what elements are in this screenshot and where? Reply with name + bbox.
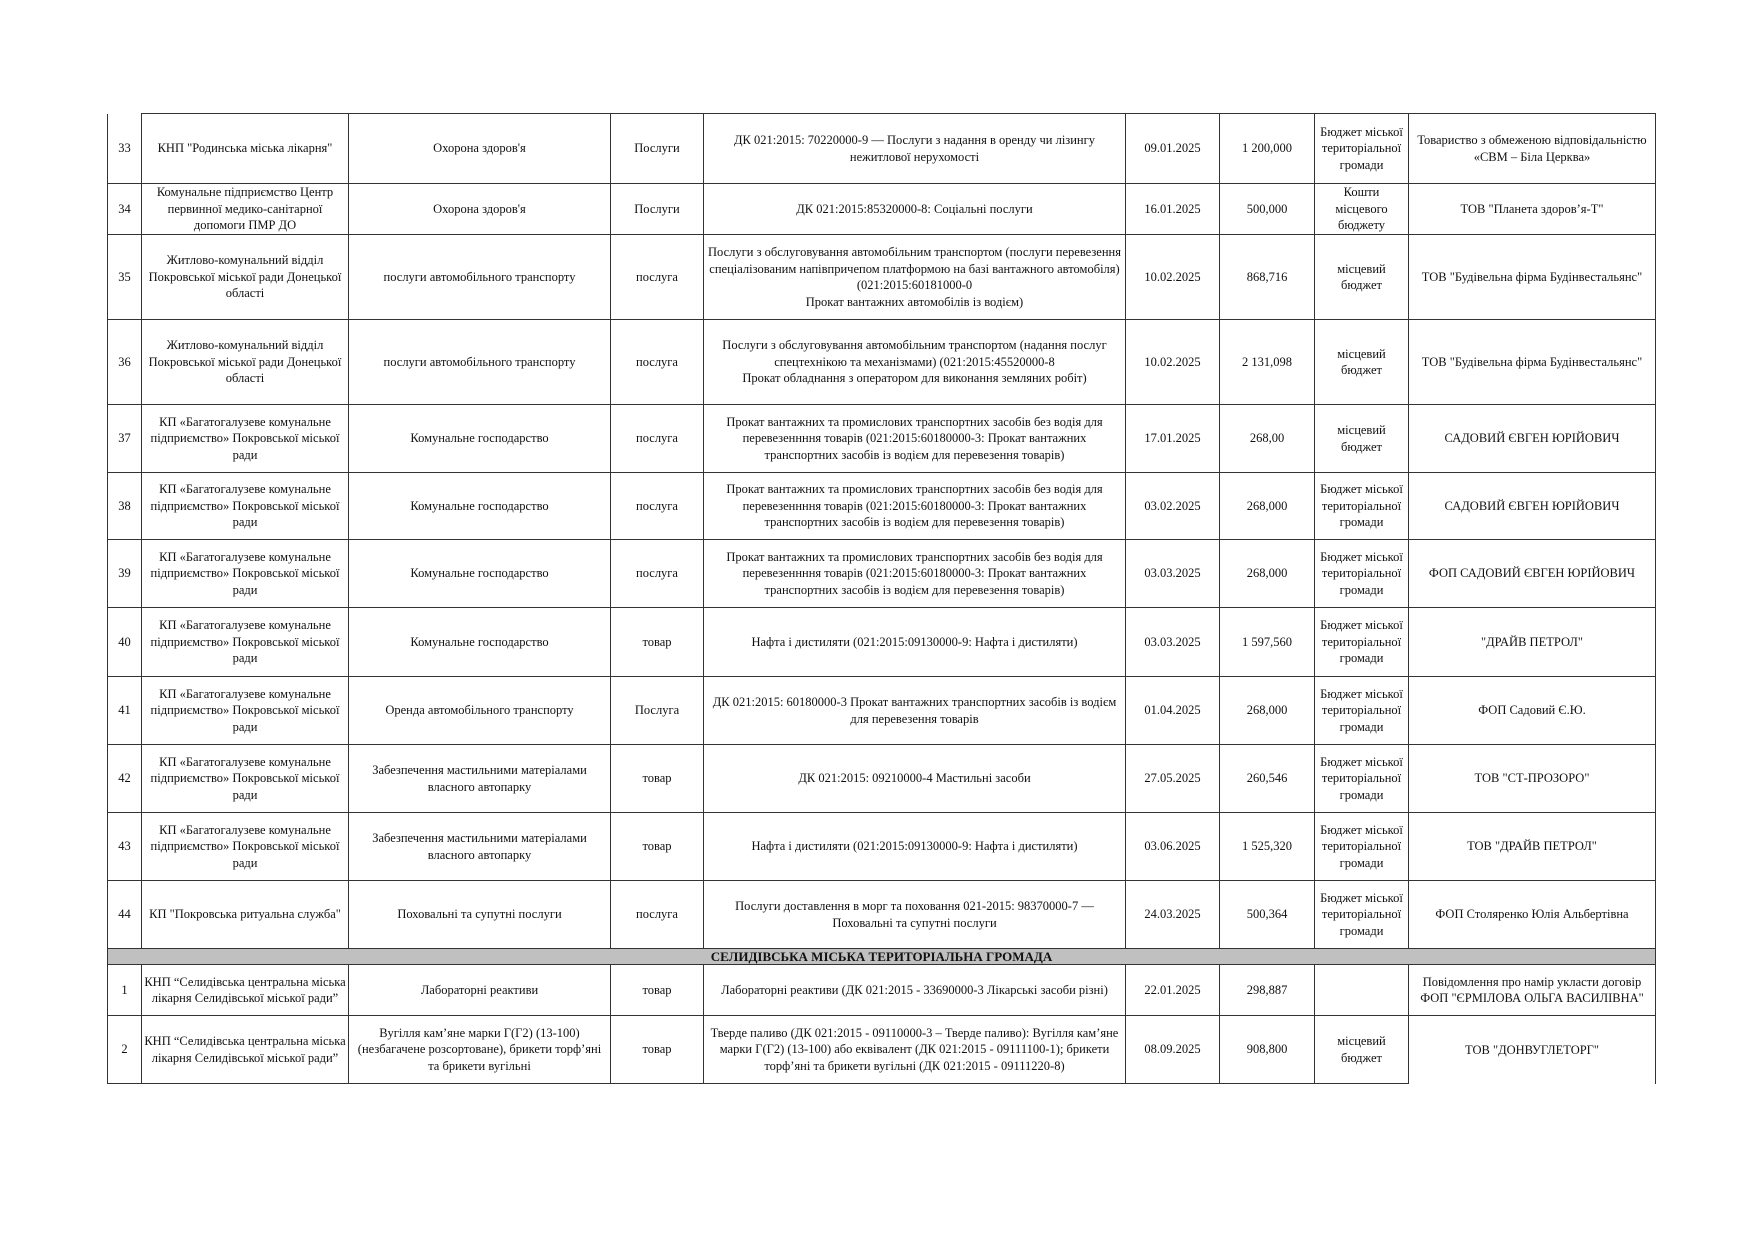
sector-cell	[349, 1016, 611, 1084]
date-cell	[1126, 235, 1220, 320]
subject-cell-text: Послуги з обслуговування автомобільним транспортом (надання послуг спецтехнікою та механізмами) (021:2015:45520000-8 Прокат обладнання з оператором для виконання земляних робіт)	[722, 338, 1107, 386]
date-cell	[1126, 813, 1220, 881]
amount-cell-text: 908,800	[1246, 1042, 1288, 1057]
table-row	[108, 184, 1656, 235]
funding-source-cell	[1315, 813, 1409, 881]
supplier-cell-text: ТОВ "Будівельна фірма Будінвестальянс"	[1421, 354, 1643, 369]
customer-cell	[142, 1016, 349, 1084]
sector-cell-text: Забезпечення мастильними матеріалами власного автопарку	[372, 831, 587, 862]
supplier-cell	[1409, 540, 1656, 608]
table-body	[108, 114, 1656, 1084]
amount-cell	[1220, 677, 1315, 745]
subject-cell-text: Послуги з обслуговування автомобільним транспортом (послуги перевезення спеціалізованим напівпричепом платформою на базі вантажного автомобіля) (021:2015:60181000-0 Прокат вантажних автомобілів із водієм)	[708, 245, 1121, 309]
customer-cell-text: КП «Багатогалузеве комунальне підприємство» Покровської міської ради	[150, 822, 340, 870]
subject-cell-text: Нафта і дистиляти (021:2015:09130000-9: Нафта і дистиляти)	[751, 839, 1078, 854]
table-row	[108, 473, 1656, 540]
supplier-cell	[1409, 965, 1656, 1016]
date-cell-text: 24.03.2025	[1144, 907, 1201, 922]
sector-cell	[349, 965, 611, 1016]
supplier-cell	[1409, 473, 1656, 540]
row-number	[108, 540, 142, 608]
funding-source-cell	[1315, 114, 1409, 184]
date-cell	[1126, 473, 1220, 540]
supplier-cell-text: ТОВ "Будівельна фірма Будінвестальянс"	[1421, 269, 1643, 284]
row-number	[108, 608, 142, 677]
procurement-type-cell-text: товар	[642, 771, 672, 786]
amount-cell	[1220, 114, 1315, 184]
customer-cell	[142, 473, 349, 540]
procurement-type-cell	[611, 965, 704, 1016]
supplier-cell-text: "ДРАЙВ ПЕТРОЛ"	[1481, 634, 1583, 649]
procurement-type-cell-text: послуга	[636, 431, 678, 446]
procurement-type-cell	[611, 745, 704, 813]
procurement-type-cell-text: послуга	[636, 566, 678, 581]
section-title: СЕЛИДІВСЬКА МІСЬКА ТЕРИТОРІАЛЬНА ГРОМАДА	[108, 949, 1656, 965]
row-number	[108, 745, 142, 813]
supplier-cell	[1409, 745, 1656, 813]
supplier-cell	[1409, 608, 1656, 677]
procurement-type-cell-text: послуга	[636, 498, 678, 513]
supplier-cell-text: САДОВИЙ ЄВГЕН ЮРІЙОВИЧ	[1444, 431, 1620, 446]
amount-cell	[1220, 1016, 1315, 1084]
funding-source-cell-text: місцевий бюджет	[1337, 261, 1386, 292]
supplier-cell-text: Повідомлення про намір укласти договір ФОП "ЄРМІЛОВА ОЛЬГА ВАСИЛІВНА"	[1420, 974, 1644, 1005]
date-cell-text: 22.01.2025	[1144, 982, 1201, 997]
row-number-text: 40	[118, 634, 131, 649]
date-cell-text: 03.06.2025	[1144, 839, 1201, 854]
sector-cell	[349, 813, 611, 881]
supplier-cell-text: ТОВ "Планета здоров’я-Т"	[1460, 201, 1604, 216]
table-row	[108, 813, 1656, 881]
sector-cell	[349, 473, 611, 540]
supplier-cell	[1409, 1016, 1656, 1084]
supplier-cell	[1409, 320, 1656, 405]
date-cell	[1126, 677, 1220, 745]
sector-cell	[349, 320, 611, 405]
subject-cell	[704, 608, 1126, 677]
customer-cell-text: КП «Багатогалузеве комунальне підприємство» Покровської міської ради	[150, 482, 340, 530]
funding-source-cell	[1315, 608, 1409, 677]
amount-cell	[1220, 235, 1315, 320]
date-cell	[1126, 184, 1220, 235]
customer-cell	[142, 405, 349, 473]
subject-cell	[704, 745, 1126, 813]
row-number-text: 38	[118, 498, 131, 513]
row-number-text: 1	[121, 982, 128, 997]
date-cell	[1126, 965, 1220, 1016]
sector-cell-text: Комунальне господарство	[410, 634, 549, 649]
table-row	[108, 320, 1656, 405]
row-number	[108, 235, 142, 320]
sector-cell-text: Оренда автомобільного транспорту	[385, 703, 574, 718]
row-number	[108, 320, 142, 405]
subject-cell	[704, 813, 1126, 881]
procurement-type-cell	[611, 114, 704, 184]
table-row	[108, 677, 1656, 745]
date-cell	[1126, 881, 1220, 949]
amount-cell-text: 1 597,560	[1242, 634, 1292, 649]
funding-source-cell-text: Бюджет міської територіальної громади	[1320, 822, 1403, 870]
subject-cell	[704, 320, 1126, 405]
supplier-cell-text: ФОП САДОВИЙ ЄВГЕН ЮРІЙОВИЧ	[1428, 566, 1636, 581]
subject-cell-text: ДК 021:2015: 70220000-9 — Послуги з надання в оренду чи лізингу нежитлової нерухомості	[733, 133, 1095, 164]
procurement-type-cell	[611, 320, 704, 405]
customer-cell-text: Житлово-комунальний відділ Покровської міської ради Донецької області	[148, 338, 342, 386]
sector-cell	[349, 881, 611, 949]
sector-cell	[349, 114, 611, 184]
sector-cell	[349, 677, 611, 745]
customer-cell	[142, 235, 349, 320]
procurement-type-cell	[611, 1016, 704, 1084]
sector-cell	[349, 405, 611, 473]
customer-cell	[142, 745, 349, 813]
row-number	[108, 1016, 142, 1084]
date-cell	[1126, 745, 1220, 813]
supplier-cell	[1409, 184, 1656, 235]
sector-cell	[349, 608, 611, 677]
table-row	[108, 405, 1656, 473]
supplier-cell	[1409, 813, 1656, 881]
customer-cell-text: КП «Багатогалузеве комунальне підприємство» Покровської міської ради	[150, 414, 340, 462]
amount-cell	[1220, 745, 1315, 813]
customer-cell-text: КП "Покровська ритуальна служба"	[149, 907, 341, 922]
amount-cell-text: 268,00	[1249, 431, 1285, 446]
row-number	[108, 473, 142, 540]
row-number	[108, 965, 142, 1016]
funding-source-cell-text: Бюджет міської територіальної громади	[1320, 754, 1403, 802]
funding-source-cell	[1315, 677, 1409, 745]
amount-cell-text: 868,716	[1246, 269, 1288, 284]
funding-source-cell-text: Кошти місцевого бюджету	[1335, 185, 1388, 233]
sector-cell	[349, 745, 611, 813]
amount-cell	[1220, 184, 1315, 235]
date-cell	[1126, 540, 1220, 608]
customer-cell-text: КНП "Родинська міська лікарня"	[157, 141, 333, 156]
table-row	[108, 1016, 1656, 1084]
funding-source-cell-text: місцевий бюджет	[1337, 423, 1386, 454]
date-cell-text: 27.05.2025	[1144, 771, 1201, 786]
procurement-type-cell-text: Послуги	[634, 141, 680, 156]
funding-source-cell	[1315, 1016, 1409, 1084]
sector-cell-text: послуги автомобільного транспорту	[383, 354, 576, 369]
date-cell-text: 03.03.2025	[1144, 566, 1201, 581]
procurement-type-cell	[611, 405, 704, 473]
subject-cell-text: Прокат вантажних та промислових транспортних засобів без водія для перевезеннння товарів (021:2015:60180000-3: Прокат вантажних транспортних засобів із водієм для перевезення товарів)	[726, 414, 1103, 462]
amount-cell-text: 260,546	[1246, 771, 1288, 786]
procurement-type-cell-text: товар	[642, 634, 672, 649]
sector-cell-text: послуги автомобільного транспорту	[383, 269, 576, 284]
section-header-row	[108, 949, 1656, 965]
customer-cell	[142, 114, 349, 184]
row-number-text: 33	[118, 141, 131, 155]
customer-cell	[142, 881, 349, 949]
subject-cell	[704, 965, 1126, 1016]
date-cell-text: 01.04.2025	[1144, 703, 1201, 718]
date-cell-text: 16.01.2025	[1144, 201, 1201, 216]
funding-source-cell-text: Бюджет міської територіальної громади	[1320, 124, 1403, 172]
date-cell	[1126, 1016, 1220, 1084]
row-number-text: 41	[118, 703, 131, 718]
procurement-type-cell-text: товар	[642, 982, 672, 997]
amount-cell-text: 500,000	[1246, 201, 1288, 216]
customer-cell	[142, 608, 349, 677]
table-row	[108, 540, 1656, 608]
procurement-type-cell	[611, 813, 704, 881]
date-cell-text: 09.01.2025	[1144, 141, 1201, 156]
customer-cell	[142, 184, 349, 235]
table-row	[108, 235, 1656, 320]
funding-source-cell	[1315, 405, 1409, 473]
funding-source-cell-text: Бюджет міської територіальної громади	[1320, 618, 1403, 666]
amount-cell-text: 2 131,098	[1242, 354, 1292, 369]
amount-cell	[1220, 320, 1315, 405]
supplier-cell-text: САДОВИЙ ЄВГЕН ЮРІЙОВИЧ	[1444, 498, 1620, 513]
subject-cell	[704, 184, 1126, 235]
table-row	[108, 881, 1656, 949]
customer-cell-text: КНП “Селидівська центральна міська лікарня Селидівської міської ради”	[144, 1034, 346, 1065]
amount-cell	[1220, 881, 1315, 949]
procurement-type-cell	[611, 881, 704, 949]
funding-source-cell	[1315, 184, 1409, 235]
sector-cell	[349, 184, 611, 235]
sector-cell-text: Забезпечення мастильними матеріалами власного автопарку	[372, 763, 587, 794]
funding-source-cell-text: Бюджет міської територіальної громади	[1320, 482, 1403, 530]
amount-cell	[1220, 473, 1315, 540]
supplier-cell	[1409, 114, 1656, 184]
funding-source-cell-text: Бюджет міської територіальної громади	[1320, 890, 1403, 938]
funding-source-cell	[1315, 473, 1409, 540]
amount-cell-text: 268,000	[1246, 566, 1288, 581]
subject-cell-text: Лабораторні реактиви (ДК 021:2015 - 33690000-3 Лікарські засоби різні)	[721, 982, 1108, 997]
amount-cell	[1220, 540, 1315, 608]
date-cell	[1126, 320, 1220, 405]
customer-cell	[142, 813, 349, 881]
date-cell	[1126, 608, 1220, 677]
supplier-cell	[1409, 235, 1656, 320]
row-number	[108, 114, 142, 184]
supplier-cell-text: ТОВ "ДРАЙВ ПЕТРОЛ"	[1467, 839, 1597, 854]
subject-cell-text: ДК 021:2015: 09210000-4 Мастильні засоби	[798, 771, 1031, 786]
row-number-text: 36	[118, 354, 131, 369]
table-row	[108, 608, 1656, 677]
date-cell	[1126, 405, 1220, 473]
row-number-text: 42	[118, 771, 131, 786]
funding-source-cell	[1315, 745, 1409, 813]
procurement-type-cell-text: Послуга	[634, 703, 680, 718]
subject-cell	[704, 677, 1126, 745]
sector-cell-text: Поховальні та супутні послуги	[397, 907, 562, 922]
table-row	[108, 745, 1656, 813]
subject-cell-text: Прокат вантажних та промислових транспортних засобів без водія для перевезеннння товарів (021:2015:60180000-3: Прокат вантажних транспортних засобів із водієм для перевезення товарів)	[726, 482, 1103, 530]
subject-cell	[704, 881, 1126, 949]
procurement-type-cell-text: Послуги	[634, 201, 680, 216]
amount-cell-text: 1 525,320	[1242, 839, 1292, 854]
date-cell-text: 10.02.2025	[1144, 354, 1201, 369]
customer-cell	[142, 540, 349, 608]
row-number	[108, 881, 142, 949]
procurement-type-cell	[611, 473, 704, 540]
amount-cell	[1220, 405, 1315, 473]
table-row	[108, 965, 1656, 1016]
row-number-text: 39	[118, 566, 131, 581]
subject-cell-text: ДК 021:2015: 60180000-3 Прокат вантажних транспортних засобів із водієм для перевезення товарів	[712, 695, 1117, 726]
supplier-cell-text: ТОВ "ДОНВУГЛЕТОРГ"	[1465, 1042, 1599, 1057]
row-number-text: 2	[121, 1042, 128, 1057]
date-cell-text: 08.09.2025	[1144, 1042, 1201, 1057]
subject-cell	[704, 114, 1126, 184]
sector-cell-text: Комунальне господарство	[410, 566, 549, 581]
row-number	[108, 405, 142, 473]
customer-cell	[142, 965, 349, 1016]
sector-cell-text: Комунальне господарство	[410, 498, 549, 513]
amount-cell	[1220, 813, 1315, 881]
funding-source-cell	[1315, 540, 1409, 608]
amount-cell-text: 268,000	[1246, 703, 1288, 718]
funding-source-cell-text: Бюджет міської територіальної громади	[1320, 549, 1403, 597]
procurement-type-cell	[611, 540, 704, 608]
date-cell-text: 17.01.2025	[1144, 431, 1201, 446]
date-cell-text: 03.02.2025	[1144, 498, 1201, 513]
sector-cell	[349, 540, 611, 608]
customer-cell-text: КП «Багатогалузеве комунальне підприємство» Покровської міської ради	[150, 549, 340, 597]
customer-cell-text: КП «Багатогалузеве комунальне підприємство» Покровської міської ради	[150, 618, 340, 666]
sector-cell	[349, 235, 611, 320]
amount-cell	[1220, 965, 1315, 1016]
funding-source-cell	[1315, 320, 1409, 405]
supplier-cell-text: Товариство з обмеженою відповідальністю «СВМ – Біла Церква»	[1417, 133, 1647, 164]
subject-cell-text: Послуги доставлення в морг та поховання 021-2015: 98370000-7 — Поховальні та супутні послуги	[735, 899, 1094, 930]
procurement-type-cell-text: послуга	[636, 269, 678, 284]
subject-cell-text: Нафта і дистиляти (021:2015:09130000-9: Нафта і дистиляти)	[751, 634, 1078, 649]
procurement-type-cell-text: товар	[642, 1042, 672, 1057]
supplier-cell	[1409, 405, 1656, 473]
supplier-cell-text: ТОВ "СТ-ПРОЗОРО"	[1474, 771, 1590, 786]
funding-source-cell-text: місцевий бюджет	[1337, 346, 1386, 377]
customer-cell-text: КП «Багатогалузеве комунальне підприємство» Покровської міської ради	[150, 686, 340, 734]
date-cell-text: 03.03.2025	[1144, 634, 1201, 649]
funding-source-cell	[1315, 965, 1409, 1016]
procurement-type-cell	[611, 235, 704, 320]
sector-cell-text: Комунальне господарство	[410, 431, 549, 446]
funding-source-cell-text: Бюджет міської територіальної громади	[1320, 686, 1403, 734]
date-cell-text: 10.02.2025	[1144, 269, 1201, 284]
row-number	[108, 677, 142, 745]
supplier-cell-text: ФОП Садовий Є.Ю.	[1478, 703, 1586, 718]
procurement-table	[107, 113, 1656, 1084]
procurement-type-cell	[611, 184, 704, 235]
amount-cell-text: 268,000	[1246, 498, 1288, 513]
amount-cell-text: 500,364	[1246, 907, 1288, 922]
row-number-text: 37	[118, 431, 131, 446]
row-number-text: 34	[118, 201, 131, 216]
customer-cell	[142, 320, 349, 405]
subject-cell-text: Тверде паливо (ДК 021:2015 - 09110000-3 – Тверде паливо): Вугілля кам’яне марки Г(Г2) (13-100) або еквівалент (ДК 021:2015 - 09111100-1); брикети торф’яні та брикети вугільні (ДК 021:2015 - 09111220-8)	[710, 1025, 1119, 1073]
procurement-type-cell-text: послуга	[636, 354, 678, 369]
funding-source-cell	[1315, 235, 1409, 320]
subject-cell	[704, 235, 1126, 320]
row-number-text: 35	[118, 269, 131, 284]
procurement-type-cell-text: товар	[642, 839, 672, 854]
supplier-cell	[1409, 881, 1656, 949]
row-number-text: 43	[118, 839, 131, 854]
procurement-type-cell	[611, 677, 704, 745]
sector-cell-text: Вугілля кам’яне марки Г(Г2) (13-100) (незбагачене розсортоване), брикети торф’яні та брикети вугільні	[357, 1025, 602, 1073]
customer-cell-text: КП «Багатогалузеве комунальне підприємство» Покровської міської ради	[150, 754, 340, 802]
funding-source-cell	[1315, 881, 1409, 949]
customer-cell-text: КНП “Селидівська центральна міська лікарня Селидівської міської ради”	[144, 974, 346, 1005]
table-row	[108, 114, 1656, 184]
row-number-text: 44	[118, 907, 131, 922]
customer-cell-text: Комунальне підприємство Центр первинної медико-санітарної допомоги ПМР ДО	[156, 185, 334, 233]
customer-cell	[142, 677, 349, 745]
sector-cell-text: Охорона здоров'я	[433, 201, 526, 216]
amount-cell	[1220, 608, 1315, 677]
amount-cell-text: 298,887	[1246, 982, 1288, 997]
supplier-cell-text: ФОП Столяренко Юлія Альбертівна	[1435, 907, 1629, 922]
sector-cell-text: Охорона здоров'я	[433, 141, 526, 156]
row-number	[108, 813, 142, 881]
subject-cell	[704, 473, 1126, 540]
subject-cell	[704, 1016, 1126, 1084]
subject-cell	[704, 540, 1126, 608]
date-cell	[1126, 114, 1220, 184]
subject-cell	[704, 405, 1126, 473]
customer-cell-text: Житлово-комунальний відділ Покровської міської ради Донецької області	[148, 253, 342, 301]
subject-cell-text: Прокат вантажних та промислових транспортних засобів без водія для перевезеннння товарів (021:2015:60180000-3: Прокат вантажних транспортних засобів із водієм для перевезення товарів)	[726, 549, 1103, 597]
sector-cell-text: Лабораторні реактиви	[420, 982, 539, 997]
amount-cell-text: 1 200,000	[1242, 141, 1292, 156]
supplier-cell	[1409, 677, 1656, 745]
subject-cell-text: ДК 021:2015:85320000-8: Соціальні послуги	[796, 201, 1033, 216]
funding-source-cell-text: місцевий бюджет	[1337, 1034, 1386, 1065]
procurement-type-cell-text: послуга	[636, 907, 678, 922]
procurement-type-cell	[611, 608, 704, 677]
row-number	[108, 184, 142, 235]
